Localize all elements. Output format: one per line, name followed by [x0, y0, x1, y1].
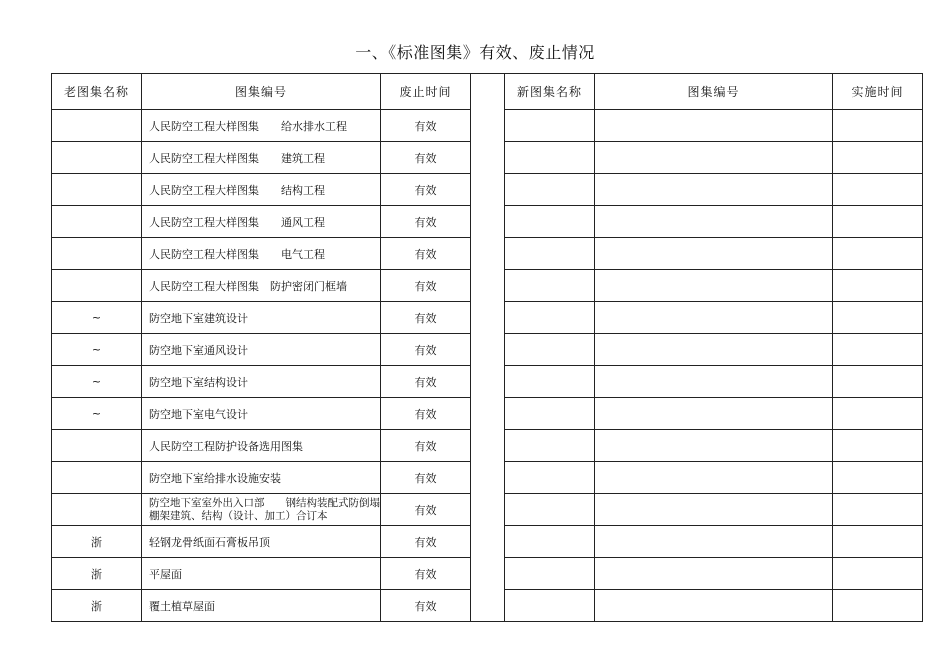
old-name-cell: [52, 494, 142, 526]
page-title: 一、《标准图集》有效、废止情况: [355, 43, 595, 62]
atlas-number-cell: 防空地下室通风设计: [142, 334, 381, 366]
impl-time-cell: [833, 206, 923, 238]
new-number-cell: [595, 462, 833, 494]
gap-cell: [471, 142, 505, 174]
old-name-cell: 浙: [52, 558, 142, 590]
new-number-cell: [595, 494, 833, 526]
status-cell: 有效: [381, 270, 471, 302]
impl-time-cell: [833, 238, 923, 270]
table-row: [52, 398, 923, 430]
new-name-cell: [505, 238, 595, 270]
status-cell: 有效: [381, 174, 471, 206]
new-number-cell: [595, 142, 833, 174]
impl-time-cell: [833, 526, 923, 558]
gap-cell: [471, 174, 505, 206]
new-number-cell: [595, 238, 833, 270]
old-name-cell: [52, 142, 142, 174]
status-cell: 有效: [381, 334, 471, 366]
gap-cell: [471, 206, 505, 238]
old-name-cell: [52, 174, 142, 206]
old-name-cell: ~: [52, 366, 142, 398]
impl-time-cell: [833, 270, 923, 302]
gap-cell: [471, 270, 505, 302]
old-name-cell: 浙: [52, 590, 142, 622]
atlas-number-cell: 防空地下室建筑设计: [142, 302, 381, 334]
new-number-cell: [595, 302, 833, 334]
status-cell: 有效: [381, 430, 471, 462]
new-name-cell: [505, 110, 595, 142]
header-impl-time: 实施时间: [833, 74, 923, 110]
old-name-cell: 浙: [52, 526, 142, 558]
impl-time-cell: [833, 558, 923, 590]
gap-cell: [471, 110, 505, 142]
new-name-cell: [505, 302, 595, 334]
new-number-cell: [595, 270, 833, 302]
status-cell: 有效: [381, 526, 471, 558]
header-new-name: 新图集名称: [505, 74, 595, 110]
atlas-number-cell: 防空地下室结构设计: [142, 366, 381, 398]
table-row: [52, 590, 923, 622]
impl-time-cell: [833, 462, 923, 494]
old-name-cell: [52, 430, 142, 462]
atlas-number-cell: 防空地下室给排水设施安装: [142, 462, 381, 494]
impl-time-cell: [833, 302, 923, 334]
header-abolish-time: 废止时间: [381, 74, 471, 110]
atlas-number-cell: 人民防空工程大样图集 电气工程: [142, 238, 381, 270]
gap-cell: [471, 74, 505, 110]
gap-cell: [471, 494, 505, 526]
table-row: [52, 174, 923, 206]
status-cell: 有效: [381, 366, 471, 398]
table-row: [52, 430, 923, 462]
new-number-cell: [595, 366, 833, 398]
atlas-number-cell: 轻钢龙骨纸面石膏板吊顶: [142, 526, 381, 558]
gap-cell: [471, 334, 505, 366]
table-row: [52, 206, 923, 238]
old-name-cell: ~: [52, 334, 142, 366]
status-cell: 有效: [381, 110, 471, 142]
atlas-number-cell: 防空地下室电气设计: [142, 398, 381, 430]
atlas-number-cell: 人民防空工程大样图集 结构工程: [142, 174, 381, 206]
status-cell: 有效: [381, 398, 471, 430]
new-number-cell: [595, 590, 833, 622]
status-cell: 有效: [381, 142, 471, 174]
new-name-cell: [505, 270, 595, 302]
new-number-cell: [595, 174, 833, 206]
impl-time-cell: [833, 174, 923, 206]
gap-cell: [471, 590, 505, 622]
atlas-number-cell: 覆土植草屋面: [142, 590, 381, 622]
atlas-number-cell: 防空地下室室外出入口部 钢结构装配式防倒塌棚架建筑、结构（设计、加工）合订本: [142, 494, 381, 526]
gap-cell: [471, 558, 505, 590]
old-name-cell: [52, 206, 142, 238]
table-row: [52, 494, 923, 526]
table-row: [52, 334, 923, 366]
new-name-cell: [505, 494, 595, 526]
new-name-cell: [505, 366, 595, 398]
gap-cell: [471, 430, 505, 462]
impl-time-cell: [833, 430, 923, 462]
status-cell: 有效: [381, 462, 471, 494]
atlas-number-cell: 平屋面: [142, 558, 381, 590]
gap-cell: [471, 302, 505, 334]
status-cell: 有效: [381, 558, 471, 590]
atlas-number-cell: 人民防空工程大样图集 给水排水工程: [142, 110, 381, 142]
old-name-cell: [52, 110, 142, 142]
impl-time-cell: [833, 494, 923, 526]
old-name-cell: [52, 462, 142, 494]
atlas-number-cell: 人民防空工程大样图集 防护密闭门框墙: [142, 270, 381, 302]
table-row: [52, 526, 923, 558]
new-name-cell: [505, 206, 595, 238]
impl-time-cell: [833, 590, 923, 622]
status-cell: 有效: [381, 302, 471, 334]
new-number-cell: [595, 110, 833, 142]
new-name-cell: [505, 462, 595, 494]
new-number-cell: [595, 334, 833, 366]
new-name-cell: [505, 558, 595, 590]
gap-cell: [471, 462, 505, 494]
table-row: [52, 238, 923, 270]
impl-time-cell: [833, 366, 923, 398]
old-name-cell: [52, 270, 142, 302]
table-row: [52, 142, 923, 174]
new-name-cell: [505, 142, 595, 174]
table-row: [52, 366, 923, 398]
header-old-name: 老图集名称: [52, 74, 142, 110]
new-number-cell: [595, 558, 833, 590]
new-number-cell: [595, 206, 833, 238]
new-number-cell: [595, 526, 833, 558]
gap-cell: [471, 526, 505, 558]
table-row: [52, 462, 923, 494]
impl-time-cell: [833, 142, 923, 174]
table-row: [52, 558, 923, 590]
table-row: [52, 110, 923, 142]
header-row: [52, 74, 923, 110]
atlas-status-table: [51, 73, 923, 622]
new-number-cell: [595, 430, 833, 462]
new-name-cell: [505, 398, 595, 430]
gap-cell: [471, 398, 505, 430]
impl-time-cell: [833, 334, 923, 366]
new-name-cell: [505, 526, 595, 558]
old-name-cell: ~: [52, 302, 142, 334]
new-name-cell: [505, 590, 595, 622]
status-cell: 有效: [381, 206, 471, 238]
old-name-cell: [52, 238, 142, 270]
new-number-cell: [595, 398, 833, 430]
atlas-number-cell: 人民防空工程大样图集 通风工程: [142, 206, 381, 238]
atlas-number-cell: 人民防空工程大样图集 建筑工程: [142, 142, 381, 174]
old-name-cell: ~: [52, 398, 142, 430]
header-old-number: 图集编号: [142, 74, 381, 110]
new-name-cell: [505, 430, 595, 462]
status-cell: 有效: [381, 494, 471, 526]
impl-time-cell: [833, 398, 923, 430]
header-new-number: 图集编号: [595, 74, 833, 110]
gap-cell: [471, 238, 505, 270]
impl-time-cell: [833, 110, 923, 142]
gap-cell: [471, 366, 505, 398]
table-row: [52, 302, 923, 334]
status-cell: 有效: [381, 238, 471, 270]
atlas-number-cell: 人民防空工程防护设备选用图集: [142, 430, 381, 462]
status-cell: 有效: [381, 590, 471, 622]
new-name-cell: [505, 174, 595, 206]
table-row: [52, 270, 923, 302]
new-name-cell: [505, 334, 595, 366]
